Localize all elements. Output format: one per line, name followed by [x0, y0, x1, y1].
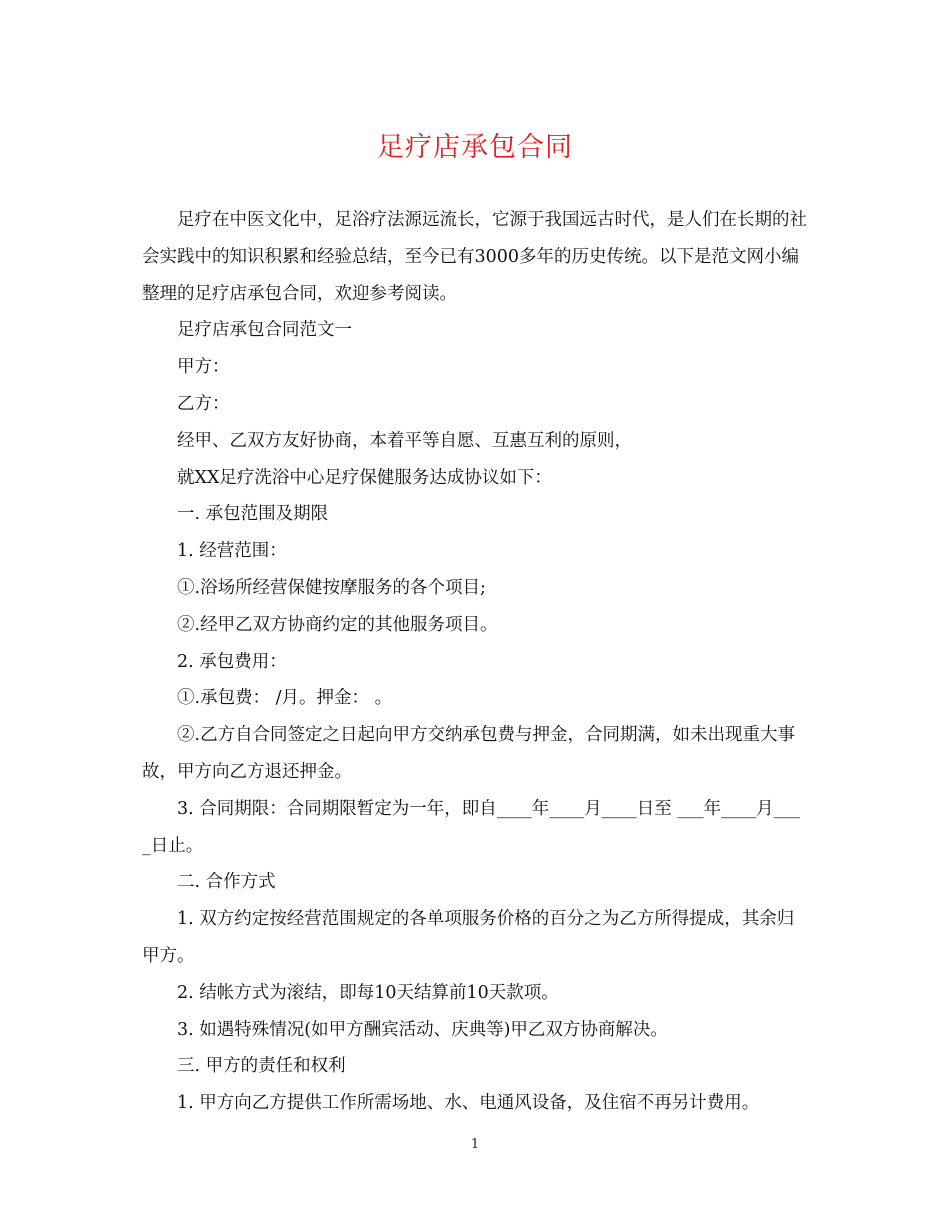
paragraph-intro: 足疗在中医文化中，足浴疗法源远流长，它源于我国远古时代，是人们在长期的社会实践中的知识积累和经验总结，至今已有3000多年的历史传统。以下是范文网小编整理的足疗店承包合同，欢迎参考阅读。	[142, 210, 807, 304]
document-body	[142, 202, 808, 1122]
paragraph-sample-heading: 足疗店承包合同范文一	[177, 320, 352, 341]
paragraph-scope-item-2: ②.经甲乙双方协商约定的其他服务项目。	[177, 614, 498, 635]
document-title: 足疗店承包合同	[377, 132, 573, 163]
paragraph-business-scope: 1. 经营范围：	[177, 541, 287, 562]
paragraph-scope-item-1: ①.浴场所经营保健按摩服务的各个项目;	[177, 577, 486, 598]
paragraph-cooperation-1: 1. 双方约定按经营范围规定的各单项服务价格的百分之为乙方所得提成，其余归甲方。	[142, 909, 795, 966]
section-heading-party-a-duties: 三. 甲方的责任和权利	[177, 1056, 346, 1077]
paragraph-negotiation: 经甲、乙双方友好协商，本着平等自愿、互惠互利的原则，	[177, 430, 632, 451]
paragraph-party-a-duty-1: 1. 甲方向乙方提供工作所需场地、水、电通风设备，及住宿不再另计费用。	[177, 1093, 760, 1114]
paragraph-party-a: 甲方：	[177, 357, 230, 378]
paragraph-contract-fee: 2. 承包费用：	[177, 651, 287, 672]
paragraph-cooperation-3: 3. 如遇特殊情况(如甲方酬宾活动、庆典等)甲乙双方协商解决。	[177, 1019, 668, 1040]
paragraph-cooperation-2: 2. 结帐方式为滚结，即每10天结算前10天款项。	[177, 982, 559, 1003]
page-number: 1	[470, 1137, 480, 1152]
paragraph-contract-term: 3. 合同期限：合同期限暂定为一年，即自____年____月____日至 ___年____月____日止。	[142, 798, 800, 856]
paragraph-fee-item-1: ①.承包费： /月。押金： 。	[177, 688, 393, 709]
section-heading-cooperation: 二. 合作方式	[177, 872, 276, 893]
paragraph-agreement: 就XX足疗洗浴中心足疗保健服务达成协议如下：	[177, 467, 552, 488]
paragraph-fee-item-2: ②.乙方自合同签定之日起向甲方交纳承包费与押金，合同期满，如未出现重大事故，甲方向乙方退还押金。	[142, 725, 796, 782]
section-heading-scope: 一. 承包范围及期限	[177, 504, 329, 525]
paragraph-party-b: 乙方：	[177, 393, 230, 414]
